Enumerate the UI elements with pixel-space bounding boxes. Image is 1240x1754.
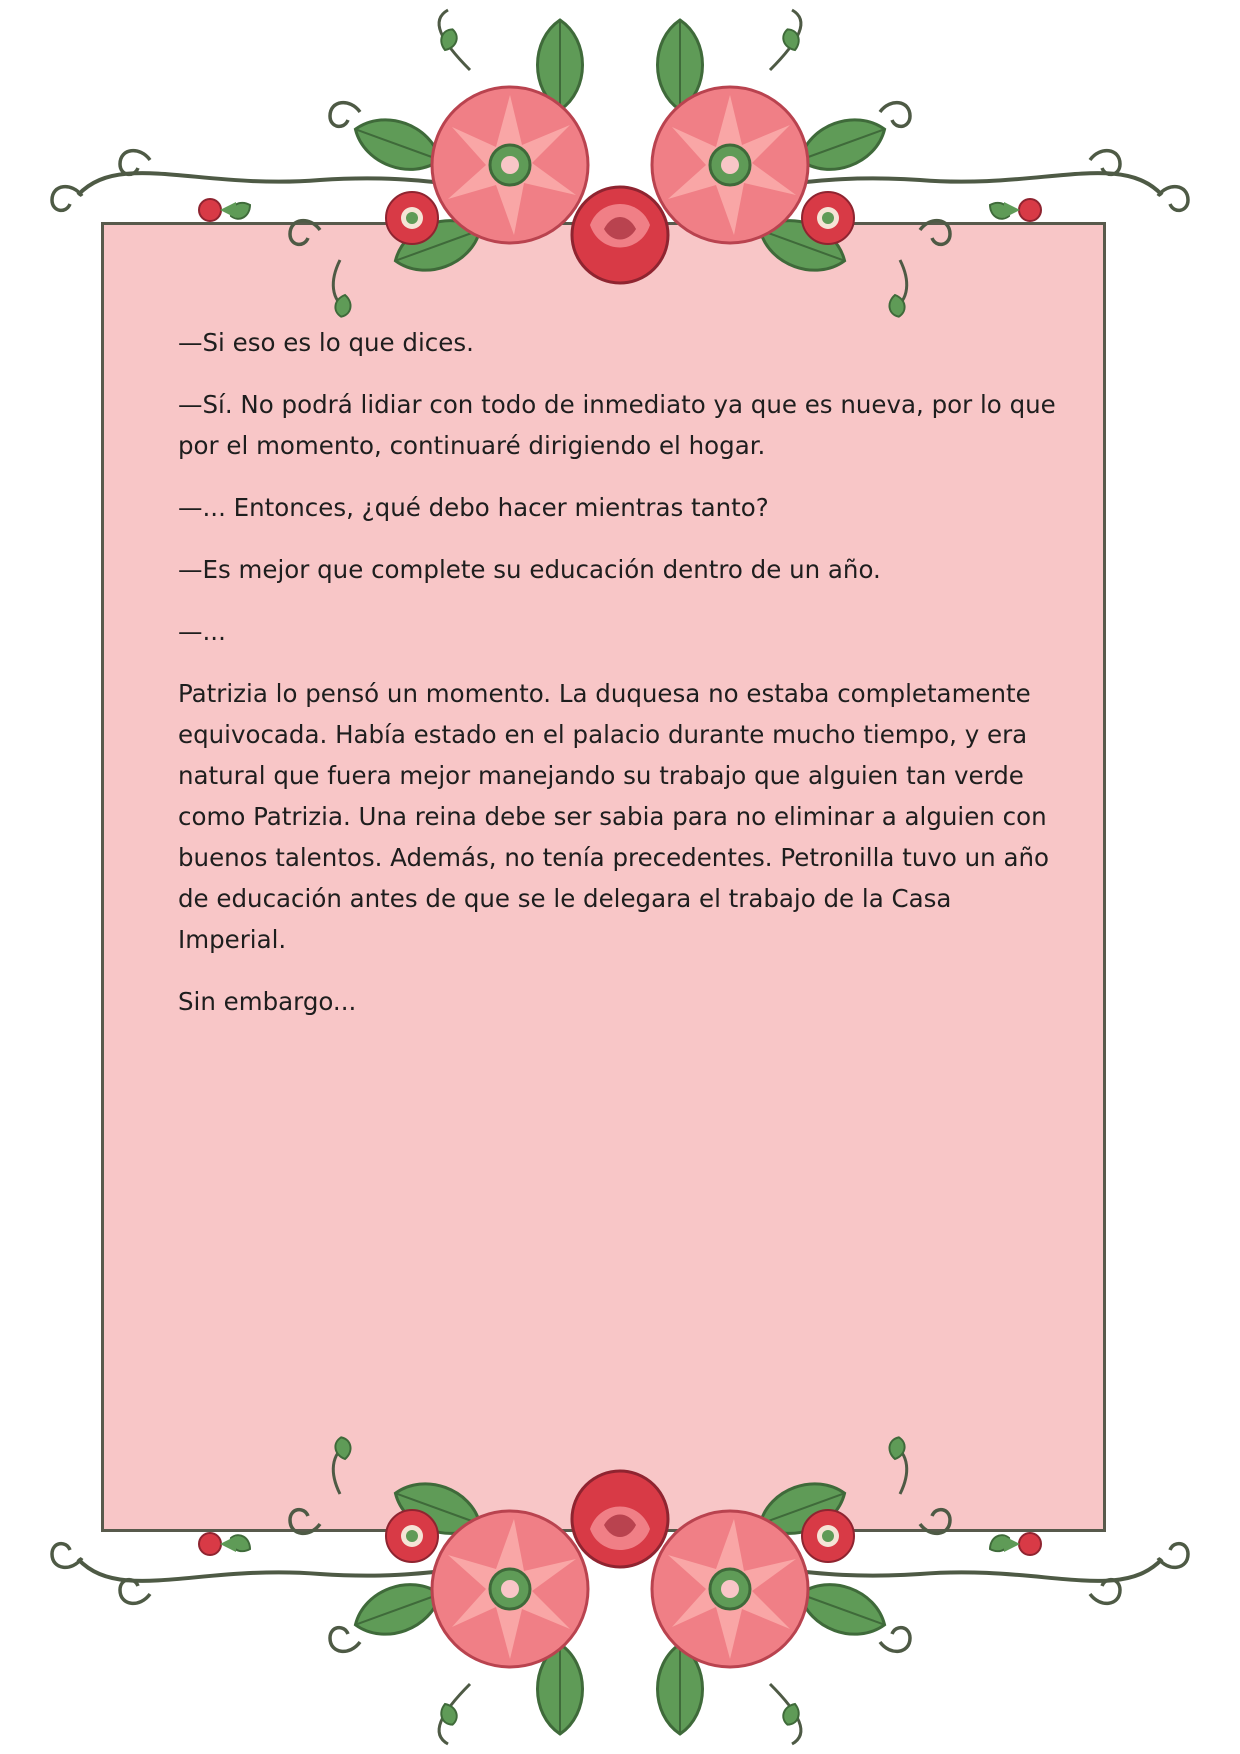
narration-paragraph: Patrizia lo pensó un momento. La duquesa no estaba completamente equivocada. Había estado en el palacio durante mucho tiempo, y era natural que fuera mejor manejando su trabajo que alguien tan verde como Patrizia. Una reina debe ser sabia para no eliminar a alguien con buenos talentos. Además, no tenía precedentes. Petronilla tuvo un año de educación antes de que se le delegara el trabajo de la Casa Imperial. bbox=[178, 679, 1049, 954]
document-body bbox=[178, 322, 1058, 1043]
floral-ornament-bottom bbox=[0, 1414, 1240, 1754]
dialogue-line-5: —... bbox=[178, 617, 226, 646]
dialogue-line-3: —... Entonces, ¿qué debo hacer mientras tanto? bbox=[178, 493, 769, 522]
dialogue-line-1: —Si eso es lo que dices. bbox=[178, 328, 474, 357]
floral-ornament-top bbox=[0, 0, 1240, 340]
closing-line: Sin embargo... bbox=[178, 987, 357, 1016]
dialogue-line-4: —Es mejor que complete su educación dentro de un año. bbox=[178, 555, 881, 584]
dialogue-line-2: —Sí. No podrá lidiar con todo de inmediato ya que es nueva, por lo que por el momento, continuaré dirigiendo el hogar. bbox=[178, 390, 1056, 460]
